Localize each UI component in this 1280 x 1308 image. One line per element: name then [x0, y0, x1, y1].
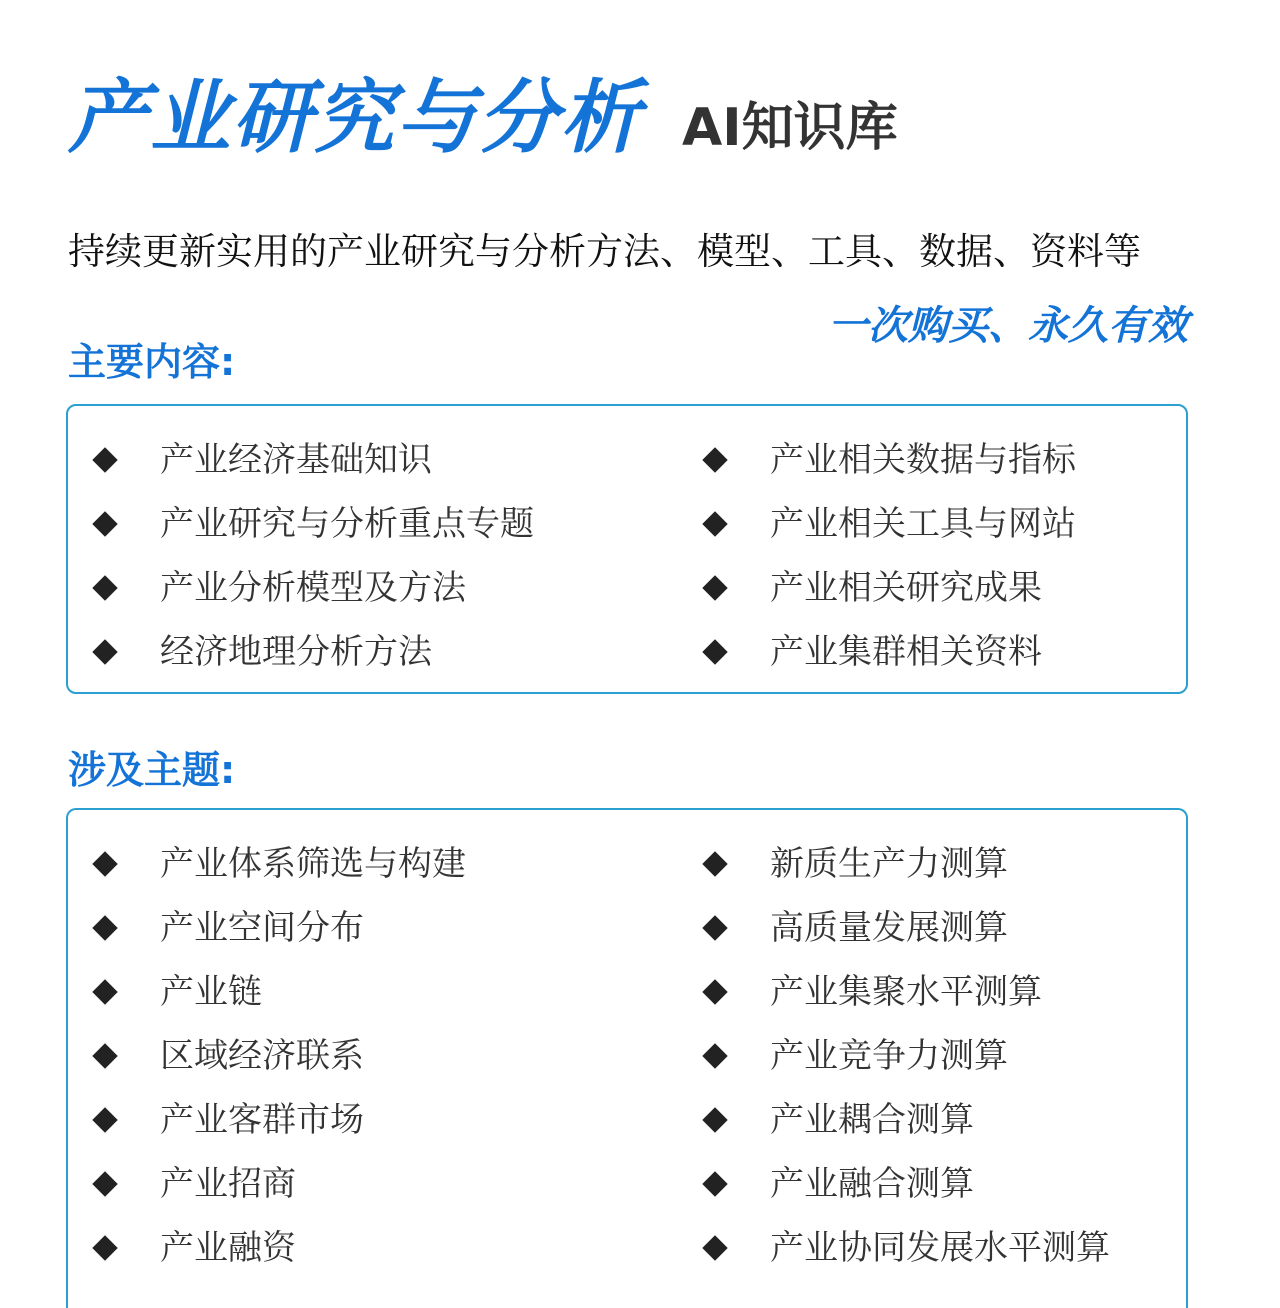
- list-item: [700, 1024, 1180, 1088]
- list-item-label: 产业招商: [160, 1164, 296, 1204]
- list-item-label: 产业融合测算: [770, 1164, 974, 1204]
- diamond-bullet-icon: [92, 851, 117, 876]
- list-item: [90, 1088, 700, 1152]
- topics-heading: 涉及主题:: [68, 748, 236, 792]
- list-item: [700, 428, 1180, 492]
- list-item-label: 高质量发展测算: [770, 908, 1008, 948]
- diamond-bullet-icon: [702, 447, 727, 472]
- list-item-label: 产业集群相关资料: [770, 632, 1042, 672]
- list-item: [90, 960, 700, 1024]
- list-item-label: 产业相关数据与指标: [770, 440, 1076, 480]
- diamond-bullet-icon: [702, 639, 727, 664]
- list-item-label: 产业集聚水平测算: [770, 972, 1042, 1012]
- diamond-bullet-icon: [92, 915, 117, 940]
- diamond-bullet-icon: [92, 1235, 117, 1260]
- main-content-box: [66, 404, 1188, 694]
- diamond-bullet-icon: [92, 1043, 117, 1068]
- list-item: [90, 428, 700, 492]
- diamond-bullet-icon: [702, 979, 727, 1004]
- diamond-bullet-icon: [702, 575, 727, 600]
- page-title-suffix: AI知识库: [682, 98, 898, 158]
- list-item: [90, 1216, 700, 1280]
- list-item-label: 产业体系筛选与构建: [160, 844, 466, 884]
- list-item: [700, 620, 1180, 684]
- diamond-bullet-icon: [92, 447, 117, 472]
- diamond-bullet-icon: [702, 511, 727, 536]
- topics-box: [66, 808, 1188, 1308]
- list-item: [700, 1216, 1180, 1280]
- diamond-bullet-icon: [92, 511, 117, 536]
- list-item: [700, 492, 1180, 556]
- list-item-label: 区域经济联系: [160, 1036, 364, 1076]
- list-item: [700, 1152, 1180, 1216]
- diamond-bullet-icon: [702, 1235, 727, 1260]
- diamond-bullet-icon: [92, 639, 117, 664]
- list-item: [700, 960, 1180, 1024]
- diamond-bullet-icon: [92, 575, 117, 600]
- list-item: [90, 896, 700, 960]
- diamond-bullet-icon: [702, 1043, 727, 1068]
- list-item-label: 产业耦合测算: [770, 1100, 974, 1140]
- list-item-label: 产业相关研究成果: [770, 568, 1042, 608]
- list-item-label: 产业竞争力测算: [770, 1036, 1008, 1076]
- diamond-bullet-icon: [92, 979, 117, 1004]
- list-item-label: 产业客群市场: [160, 1100, 364, 1140]
- main-content-list: [90, 428, 1180, 684]
- list-item: [90, 1024, 700, 1088]
- list-item-label: 产业协同发展水平测算: [770, 1228, 1110, 1268]
- diamond-bullet-icon: [92, 1107, 117, 1132]
- list-item: [90, 1152, 700, 1216]
- main-content-heading: 主要内容:: [68, 340, 236, 384]
- list-item-label: 经济地理分析方法: [160, 632, 432, 672]
- list-item: [90, 556, 700, 620]
- diamond-bullet-icon: [702, 1107, 727, 1132]
- page-subtitle: 持续更新实用的产业研究与分析方法、模型、工具、数据、资料等: [68, 230, 1141, 273]
- list-item: [90, 492, 700, 556]
- list-item: [90, 620, 700, 684]
- list-item-label: 产业融资: [160, 1228, 296, 1268]
- list-item-label: 产业链: [160, 972, 262, 1012]
- diamond-bullet-icon: [702, 915, 727, 940]
- list-item-label: 产业经济基础知识: [160, 440, 432, 480]
- page-title: 产业研究与分析: [68, 71, 642, 164]
- diamond-bullet-icon: [92, 1171, 117, 1196]
- list-item: [700, 832, 1180, 896]
- title-row: [68, 71, 898, 164]
- list-item: [90, 832, 700, 896]
- slogan: 一次购买、永久有效: [828, 303, 1188, 349]
- list-item: [700, 556, 1180, 620]
- list-item: [700, 1088, 1180, 1152]
- diamond-bullet-icon: [702, 1171, 727, 1196]
- diamond-bullet-icon: [702, 851, 727, 876]
- list-item-label: 产业分析模型及方法: [160, 568, 466, 608]
- list-item-label: 产业研究与分析重点专题: [160, 504, 534, 544]
- topics-list: [90, 832, 1180, 1280]
- list-item-label: 产业相关工具与网站: [770, 504, 1076, 544]
- list-item: [700, 896, 1180, 960]
- list-item-label: 产业空间分布: [160, 908, 364, 948]
- list-item-label: 新质生产力测算: [770, 844, 1008, 884]
